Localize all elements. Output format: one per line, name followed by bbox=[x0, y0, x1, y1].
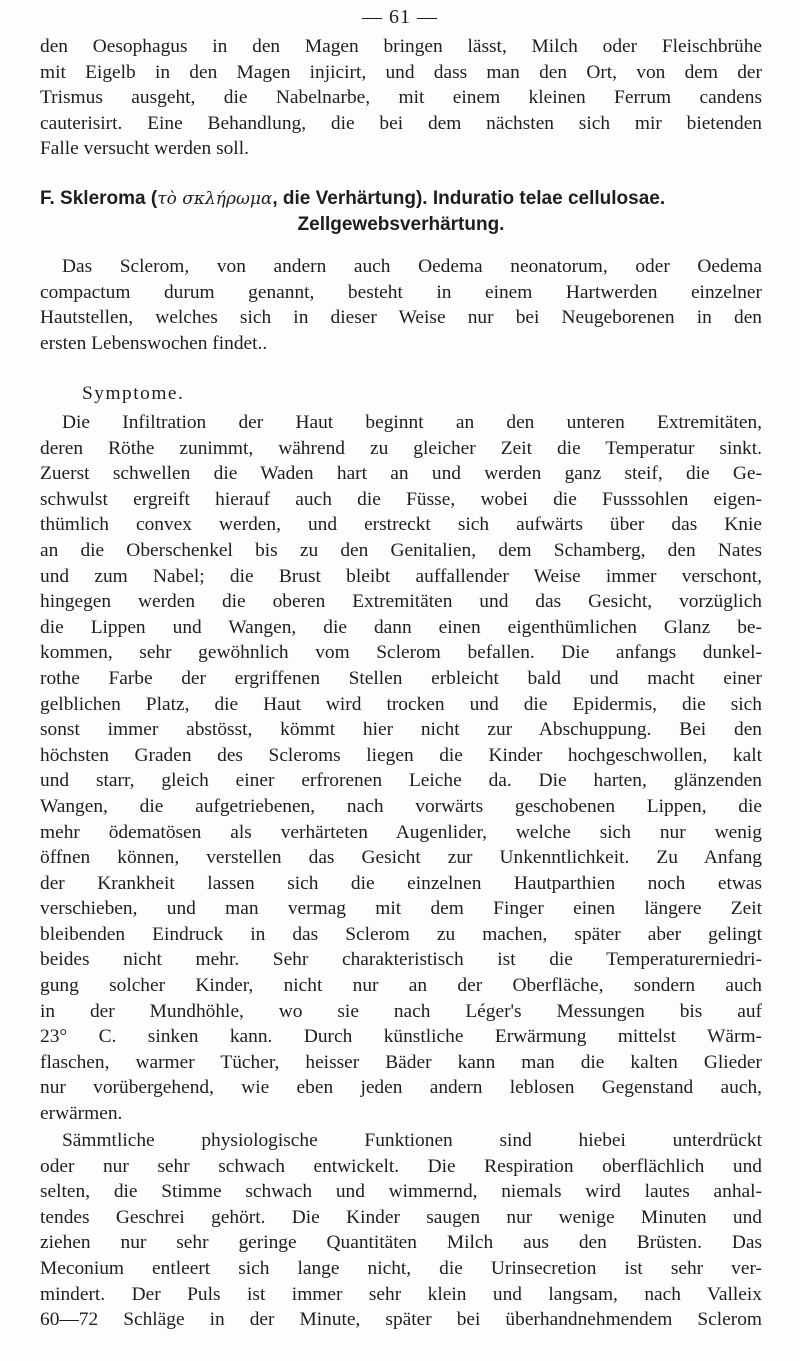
heading-greek: τὸ σκλήρωμα bbox=[157, 189, 273, 209]
text-line: Sämmtliche physiologische Funktionen sind hiebei unterdrückt bbox=[62, 1130, 762, 1151]
text-line: gelblichen Platz, die Haut wird trocken und die Epidermis, die sich bbox=[40, 693, 762, 715]
text-line: Zuerst schwellen die Waden hart an und werden ganz steif, die Ge- bbox=[40, 463, 762, 485]
text-line: flaschen, warmer Tücher, heisser Bäder kann man die kalten Glieder bbox=[40, 1051, 762, 1073]
text-line: tendes Geschrei gehört. Die Kinder saugen nur wenige Minuten und bbox=[40, 1206, 762, 1228]
text-line: höchsten Graden des Scleroms liegen die Kinder hochgeschwollen, kalt bbox=[40, 744, 762, 766]
section-heading-line1 bbox=[40, 186, 762, 212]
text-line: öffnen können, verstellen das Gesicht zur Unkenntlichkeit. Zu Anfang bbox=[40, 847, 762, 869]
text-line: verschieben, und man vermag mit dem Finger einen längere Zeit bbox=[40, 898, 762, 920]
section-heading bbox=[40, 186, 762, 238]
section-heading-line2: Zellgewebsverhärtung. bbox=[297, 214, 505, 235]
text-line: oder nur sehr schwach entwickelt. Die Respiration oberflächlich und bbox=[40, 1155, 762, 1177]
functions-paragraph bbox=[40, 1128, 762, 1333]
text-line: mit Eigelb in den Magen injicirt, und dass man den Ort, von dem der bbox=[40, 61, 762, 83]
text-line: an die Oberschenkel bis zu den Genitalien, dem Schamberg, den Nates bbox=[40, 539, 762, 561]
heading-suffix: , die Verhärtung). Induratio telae cellulosae. bbox=[272, 188, 666, 209]
text-line: Die Infiltration der Haut beginnt an den unteren Extremitäten, bbox=[62, 412, 762, 433]
text-line: Falle versucht werden soll. bbox=[40, 138, 249, 160]
text-line: Das Sclerom, von andern auch Oedema neonatorum, oder Oedema bbox=[62, 256, 762, 277]
text-line: sonst immer abstösst, kömmt hier nicht zur Abschuppung. Bei den bbox=[40, 719, 762, 741]
text-line: deren Röthe zunimmt, während zu gleicher Zeit die Temperatur sinkt. bbox=[40, 437, 762, 459]
page-number: — 61 — bbox=[362, 6, 438, 28]
text-line: Wangen, die aufgetriebenen, nach vorwärts geschobenen Lippen, die bbox=[40, 795, 762, 817]
text-line: nur vorübergehend, wie eben jeden andern leblosen Gegenstand auch, bbox=[40, 1077, 762, 1099]
text-line: der Krankheit lassen sich die einzelnen Hautparthien noch etwas bbox=[40, 872, 762, 894]
text-line: mindert. Der Puls ist immer sehr klein und langsam, nach Valleix bbox=[40, 1283, 762, 1305]
symptoms-paragraph bbox=[40, 410, 762, 1127]
text-line: bleibenden Eindruck in das Sclerom zu machen, später aber gelingt bbox=[40, 923, 762, 945]
text-line: 23° C. sinken kann. Durch künstliche Erwärmung mittelst Wärm- bbox=[40, 1026, 762, 1048]
text-line: in der Mundhöhle, wo sie nach Léger's Messungen bis auf bbox=[40, 1000, 762, 1022]
heading-prefix: F. Skleroma ( bbox=[40, 188, 158, 209]
text-line: die Lippen und Wangen, die dann einen eigenthümlichen Glanz be- bbox=[40, 616, 762, 638]
text-line: cauterisirt. Eine Behandlung, die bei dem nächsten sich mir bietenden bbox=[40, 112, 762, 134]
text-line: ziehen nur sehr geringe Quantitäten Milch aus den Brüsten. Das bbox=[40, 1232, 762, 1254]
text-line: Hautstellen, welches sich in dieser Weise nur bei Neugeborenen in den bbox=[40, 307, 762, 329]
text-line: beides nicht mehr. Sehr charakteristisch ist die Temperaturerniedri- bbox=[40, 949, 762, 971]
text-line: Trismus ausgeht, die Nabelnarbe, mit einem kleinen Ferrum candens bbox=[40, 87, 762, 109]
text-line: 60—72 Schläge in der Minute, später bei überhandnehmendem Sclerom bbox=[40, 1309, 762, 1331]
text-line: hingegen werden die oberen Extremitäten und das Gesicht, vorzüglich bbox=[40, 591, 762, 613]
text-line: den Oesophagus in den Magen bringen lässt, Milch oder Fleischbrühe bbox=[40, 36, 762, 57]
definition-paragraph bbox=[40, 254, 762, 356]
symptoms-subheading: Symptome. bbox=[82, 383, 185, 404]
text-line: und zum Nabel; die Brust bleibt auffallender Weise immer verschont, bbox=[40, 565, 762, 587]
text-line: schwulst ergreift hierauf auch die Füsse, wobei die Fusssohlen eigen- bbox=[40, 488, 762, 510]
text-line: compactum durum genannt, besteht in einem Hartwerden einzelner bbox=[40, 281, 762, 303]
text-line: Meconium entleert sich lange nicht, die Urinsecretion ist sehr ver- bbox=[40, 1257, 762, 1279]
text-line: erwärmen. bbox=[40, 1103, 123, 1125]
text-line: gung solcher Kinder, nicht nur an der Oberfläche, sondern auch bbox=[40, 975, 762, 997]
intro-paragraph bbox=[40, 34, 762, 162]
text-line: rothe Farbe der ergriffenen Stellen erbleicht bald und macht einer bbox=[40, 667, 762, 689]
text-line: selten, die Stimme schwach und wimmernd, niemals wird lautes anhal- bbox=[40, 1181, 762, 1203]
text-line: und starr, gleich einer erfrorenen Leiche da. Die harten, glänzenden bbox=[40, 770, 762, 792]
text-line: mehr ödematösen als verhärteten Augenlider, welche sich nur wenig bbox=[40, 821, 762, 843]
text-line: thümlich convex werden, und erstreckt sich aufwärts über das Knie bbox=[40, 514, 762, 536]
text-line: ersten Lebenswochen findet.. bbox=[40, 332, 268, 354]
text-line: kommen, sehr gewöhnlich vom Sclerom befallen. Die anfangs dunkel- bbox=[40, 642, 762, 664]
